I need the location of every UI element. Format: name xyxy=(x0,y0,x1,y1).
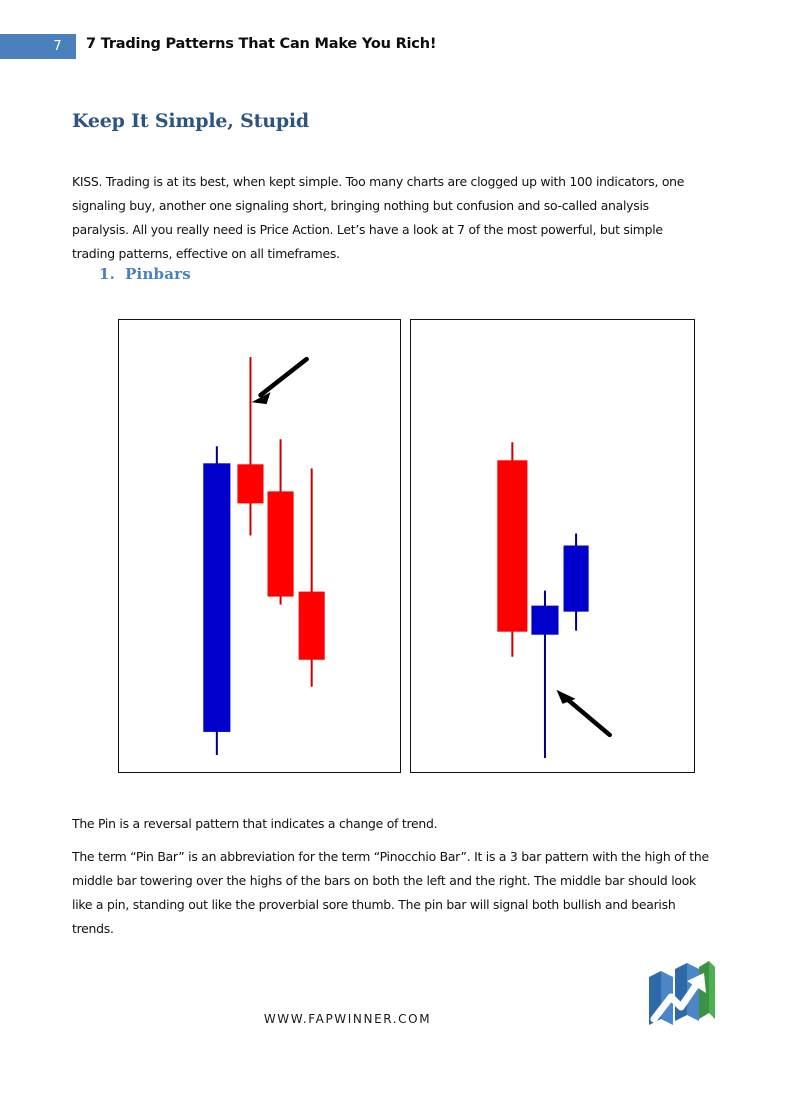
page-title: Keep It Simple, Stupid xyxy=(72,110,310,132)
fapwinner-logo xyxy=(641,953,721,1033)
chart-bearish-pinbar xyxy=(118,319,401,773)
paragraph-pin-bar-explanation: The term “Pin Bar” is an abbreviation for the term “Pinocchio Bar”. It is a 3 bar pattern with the high of the middle bar towering over the highs of the bars on both the left and the right. The middle bar should look like a pin, standing out like the proverbial sore thumb. The pin bar will signal both bullish and bearish trends. xyxy=(72,849,709,936)
intro-paragraph: KISS. Trading is at its best, when kept simple. Too many charts are clogged up with 100 indicators, one signaling buy, another one signaling short, bringing nothing but confusion and so-called analysis paralysis. All you really need is Price Action. Let’s have a look at 7 of the most powerful, but simple trading patterns, effective on all timeframes. xyxy=(72,174,685,261)
page-number: 7 xyxy=(53,39,62,54)
annotation-arrow-up-left xyxy=(557,690,610,735)
annotation-arrow-down-left xyxy=(251,359,306,404)
list-item-pinbars xyxy=(99,265,191,283)
candle-4 xyxy=(299,468,325,686)
list-item-number: 1. xyxy=(99,265,116,283)
paragraph-pin-definition: The Pin is a reversal pattern that indicates a change of trend. xyxy=(72,816,438,831)
candle-2-pinbar xyxy=(531,591,558,758)
candle-1 xyxy=(203,446,230,755)
candle-1 xyxy=(497,442,527,656)
candle-3 xyxy=(564,533,589,630)
footer-url: WWW.FAPWINNER.COM xyxy=(263,1012,432,1026)
candle-3 xyxy=(268,439,294,604)
logo-svg xyxy=(641,953,721,1033)
list-item-label: Pinbars xyxy=(125,265,191,283)
bullish-pinbar-candlestick-svg xyxy=(411,320,694,772)
bearish-pinbar-candlestick-svg xyxy=(119,320,400,772)
header-title: 7 Trading Patterns That Can Make You Rich! xyxy=(86,36,437,52)
candle-2-pinbar xyxy=(237,357,263,535)
chart-bullish-pinbar xyxy=(410,319,695,773)
